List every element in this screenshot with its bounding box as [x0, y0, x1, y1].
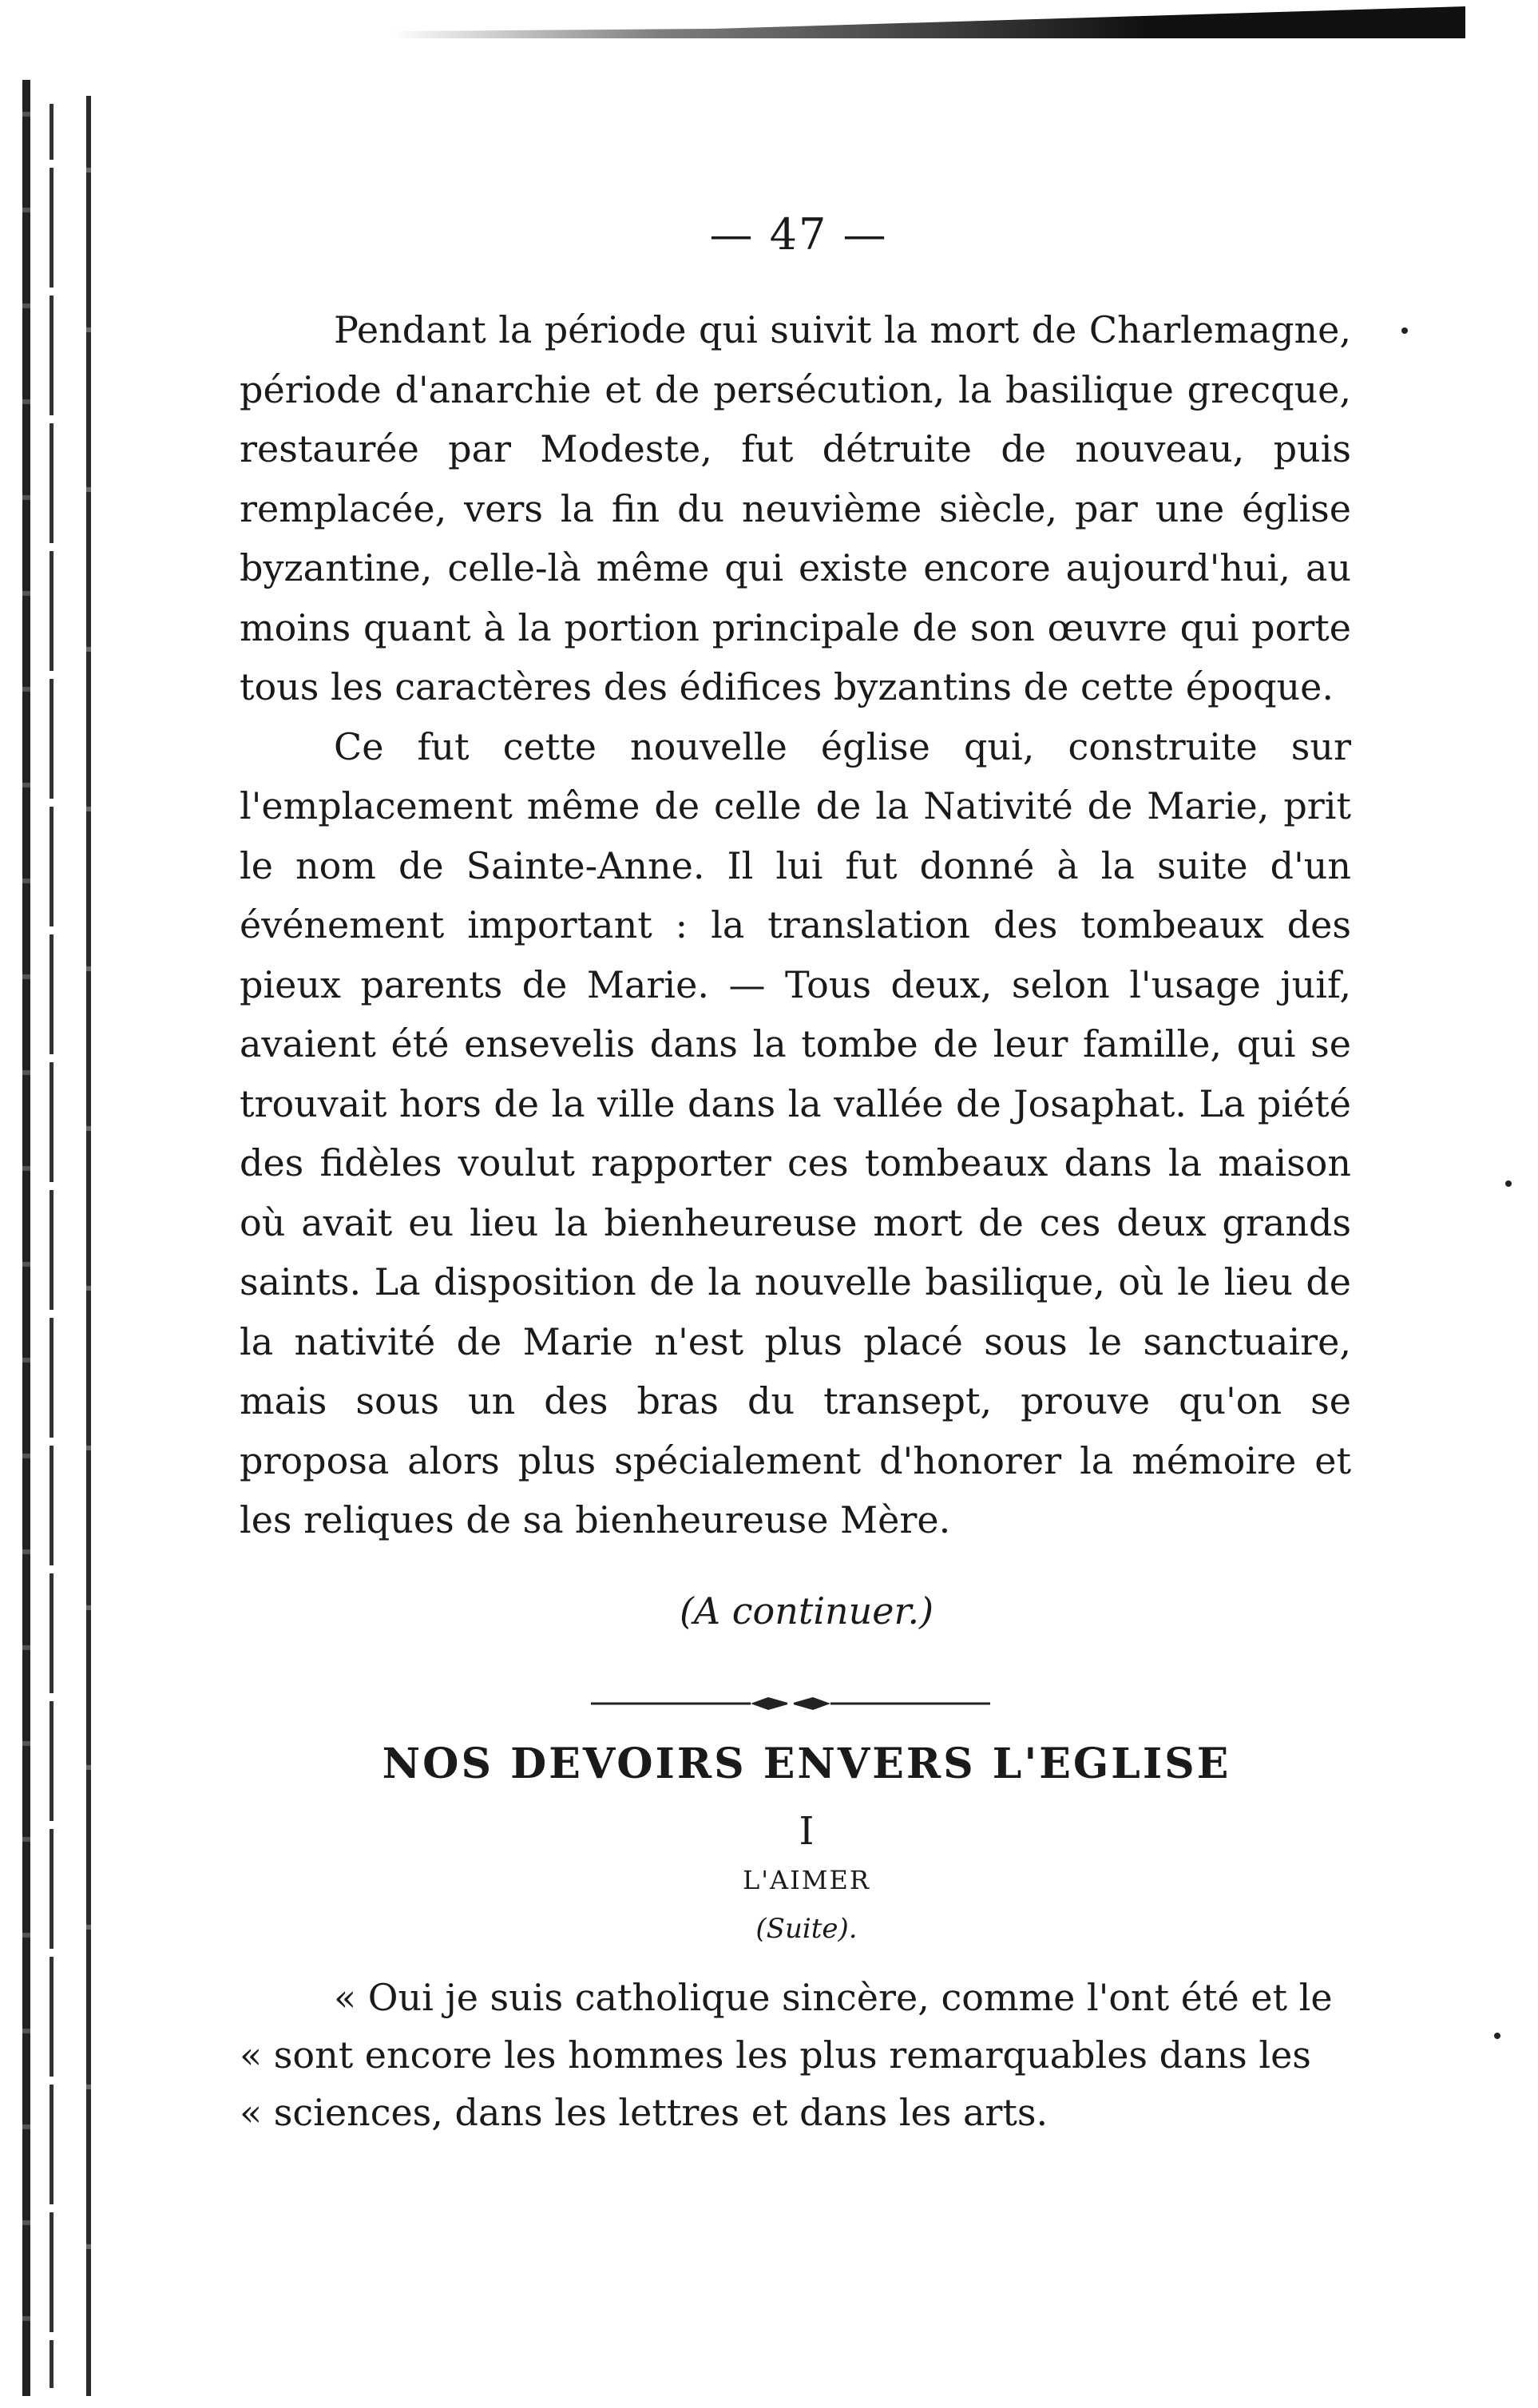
continuation-note: (A continuer.) — [679, 1589, 934, 1632]
section-number: I — [799, 1809, 815, 1854]
page-number: — 47 — — [709, 209, 888, 260]
scan-speck — [1505, 1180, 1512, 1187]
scan-binding-edge — [86, 96, 91, 2396]
quote-line: « Oui je suis catholique sincère, comme l'ont été et le — [334, 1976, 1333, 2019]
scan-speck — [1401, 327, 1408, 334]
scan-top-rule — [391, 6, 1465, 38]
scan-left-edge-inner — [50, 104, 54, 2388]
quote-block — [240, 1969, 1351, 2141]
section-subtitle: L'AIMER — [742, 1865, 870, 1895]
scan-left-edge — [22, 80, 30, 2396]
quote-line: « sont encore les hommes les plus remarquables dans les — [240, 2033, 1311, 2077]
section-divider-ornament — [591, 1692, 990, 1716]
body-text — [240, 300, 1351, 1550]
quote-line: « sciences, dans les lettres et dans les arts. — [240, 2091, 1048, 2134]
section-title: NOS DEVOIRS ENVERS L'EGLISE — [382, 1740, 1231, 1788]
paragraph: Ce fut cette nouvelle église qui, construite sur l'emplacement même de celle de la Nativité de Marie, prit le nom de Sainte-Anne. Il lui fut donné à la suite d'un événement important : la translation des tombeaux des pieux parents de Marie. — Tous deux, selon l'usage juif, avaient été ensevelis dans la tombe de leur famille, qui se trouvait hors de la ville dans la vallée de Josaphat. La piété des fidèles voulut rapporter ces tombeaux dans la maison où avait eu lieu la bienheureuse mort de ces deux grands saints. La disposition de la nouvelle basilique, où le lieu de la nativité de Marie n'est plus placé sous le sanctuaire, mais sous un des bras du transept, prouve qu'on se proposa alors plus spécialement d'honorer la mémoire et les reliques de sa bienheureuse Mère. — [240, 724, 1351, 1541]
scan-speck — [1494, 2033, 1500, 2039]
section-note: (Suite). — [755, 1913, 858, 1945]
paragraph: Pendant la période qui suivit la mort de Charlemagne, période d'anarchie et de persécution, la basilique grecque, restaurée par Modeste, fut détruite de nouveau, puis remplacée, vers la fin du neuvième siècle, par une église byzantine, celle-là même qui existe encore aujourd'hui, au moins quant à la portion principale de son œuvre qui porte tous les caractères des édifices byzantins de cette époque. — [240, 308, 1351, 708]
